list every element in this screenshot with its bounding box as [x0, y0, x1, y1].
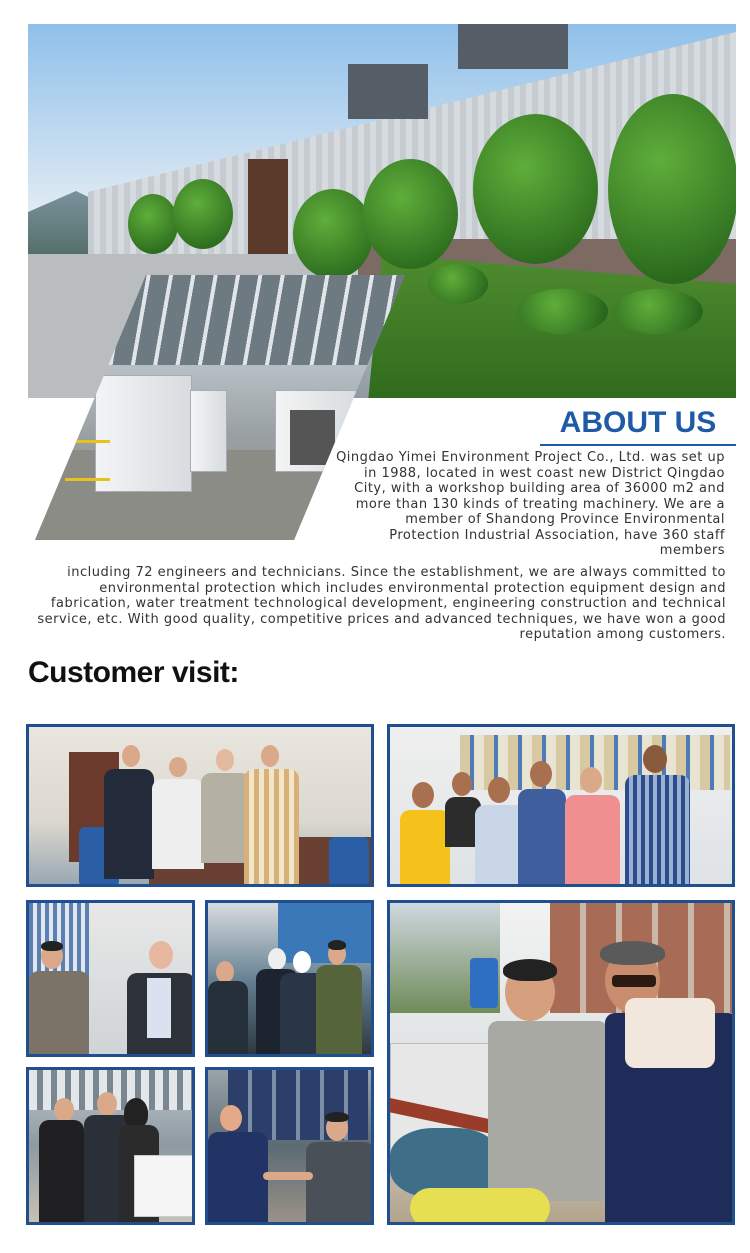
about-paragraph-2: including 72 engineers and technicians. Since the establishment, we are always committed to environmental protection which includes environmental protection equipment design and fabrication, water treatment technological development, engineering construction and technical service, etc. With good quality, competitive prices and advanced techniques, we have won a good reputation among customers.	[37, 565, 726, 642]
heading-divider	[540, 444, 736, 446]
customer-visit-heading: Customer visit:	[28, 656, 239, 689]
about-paragraph-1: Qingdao Yimei Environment Project Co., Ltd. was set up in 1988, located in west coast new District Qingdao City, with a workshop building area of 36000 m2 and more than 130 kinds of treating machinery. We are a member of Shandong Province Environmental Protection Industrial Association, have 360 staff members	[336, 450, 725, 558]
customer-photo-seated	[26, 900, 195, 1057]
customer-photo-handshake	[205, 1067, 374, 1225]
customer-photo-workshop-group	[205, 900, 374, 1057]
customer-photo-equipment-inspection	[387, 900, 735, 1225]
customer-photo-machine-inspection	[26, 1067, 195, 1225]
customer-photo-group	[387, 724, 735, 887]
about-us-heading: ABOUT US	[559, 406, 717, 439]
customer-photo-office-meeting	[26, 724, 374, 887]
